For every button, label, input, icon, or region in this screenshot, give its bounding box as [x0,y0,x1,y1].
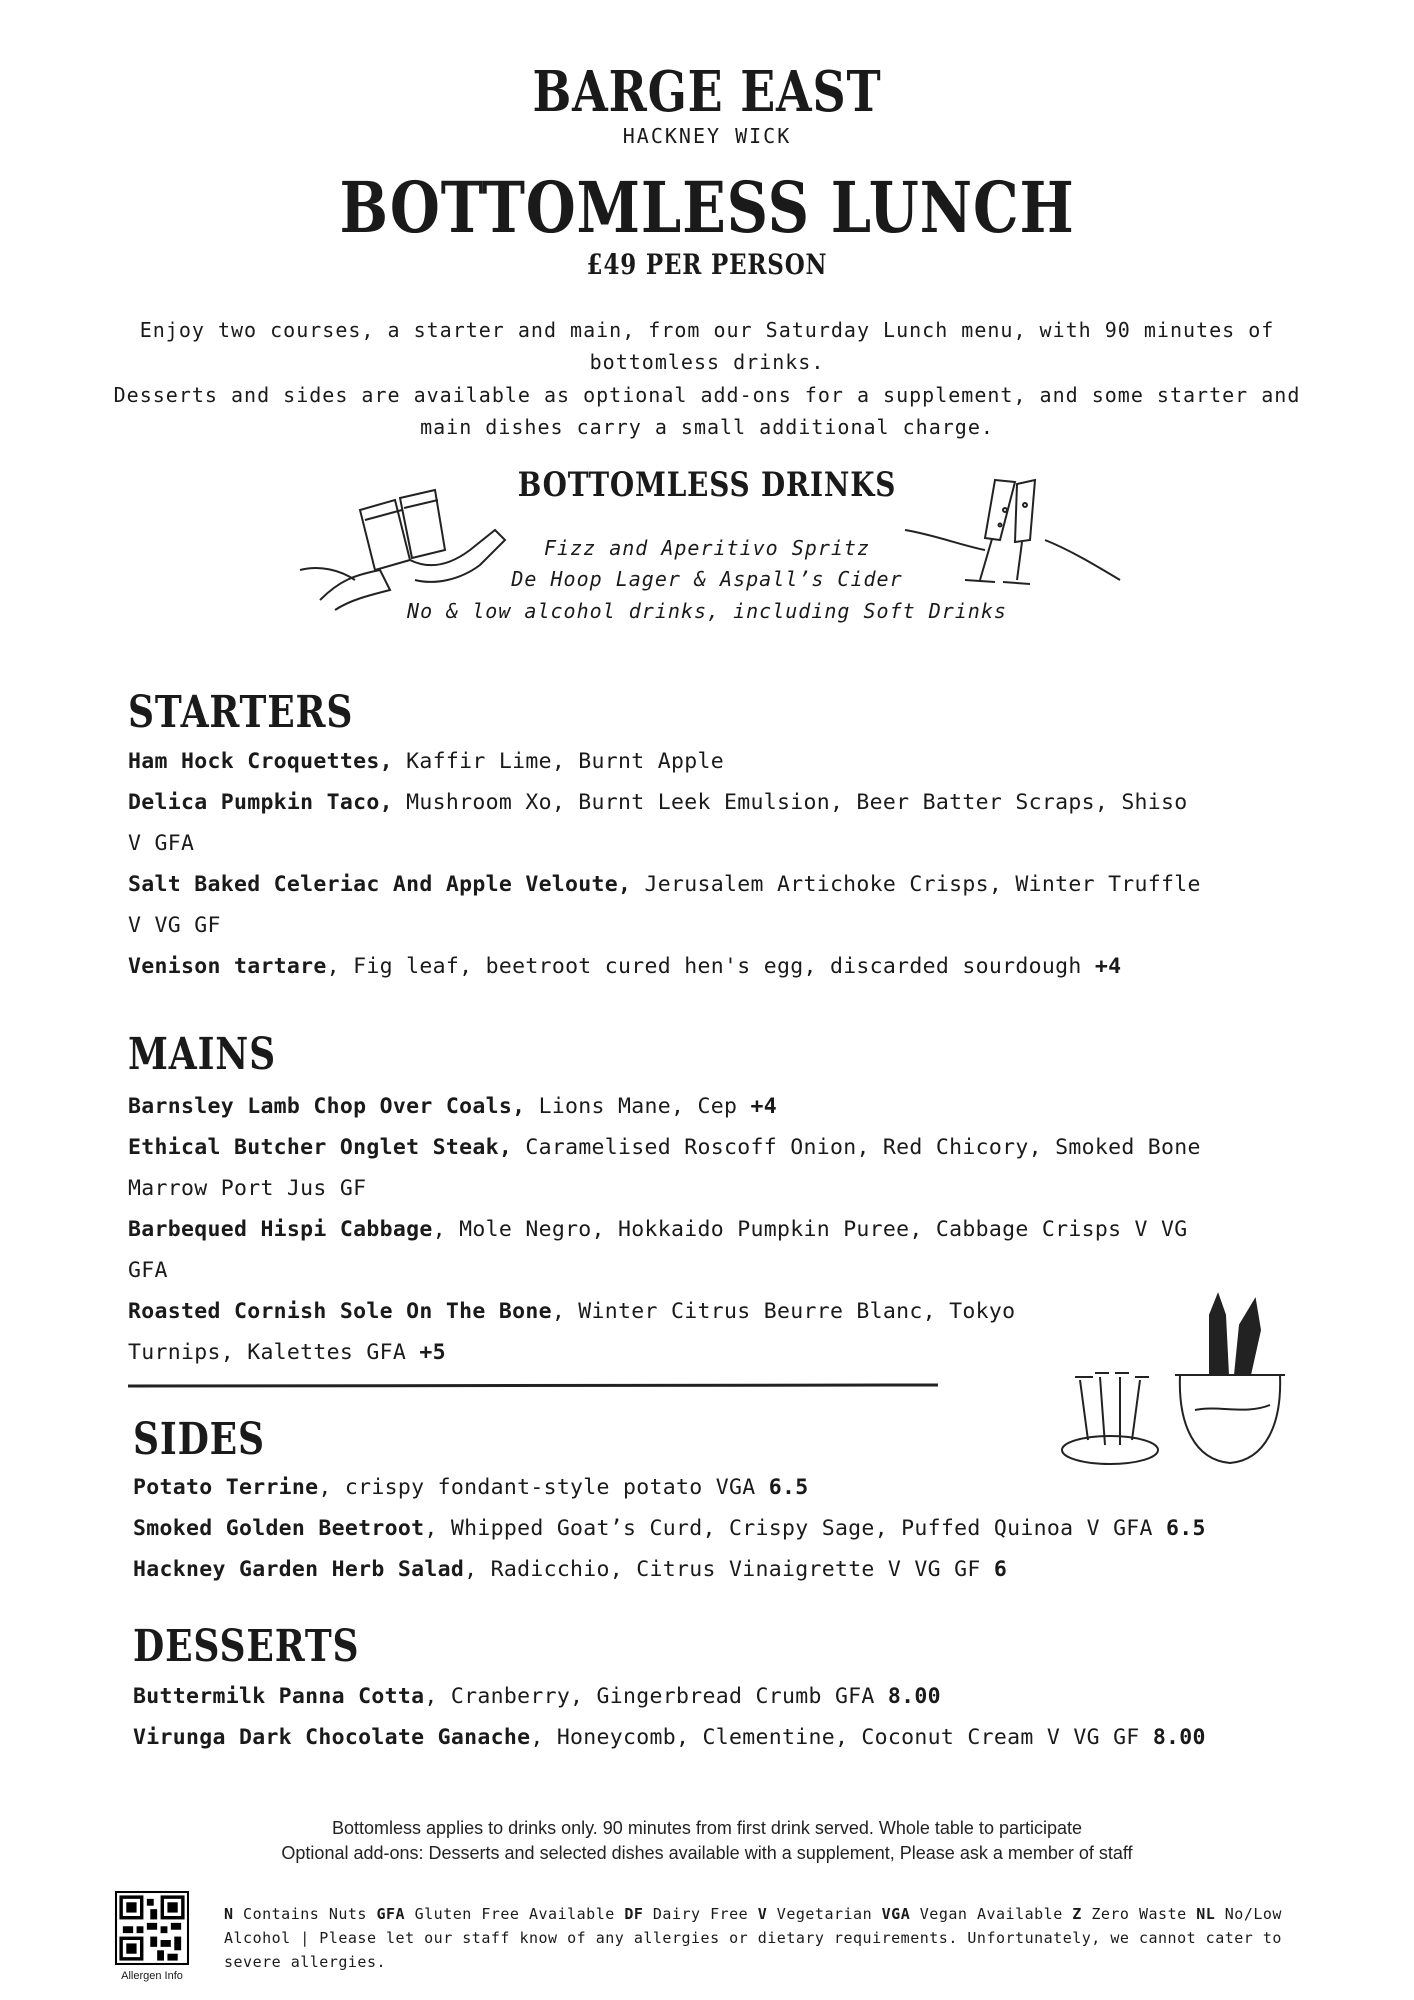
legend-label: Vegetarian [767,1905,882,1923]
legend-label: No/Low Alcohol | Please let our staff know of any allergies or dietary requirements. Unfortunately, we cannot cater to severe allergies. [224,1905,1282,1971]
qr-label: Allergen Info [121,1970,183,1982]
main-item [128,1209,1208,1291]
champagne-bucket-illustration [1060,1285,1300,1475]
dish-supplement: +4 [750,1094,777,1119]
dish-desc: , Fig leaf, beetroot cured hen's egg, discarded sourdough [326,954,1095,979]
intro-text-2: Desserts and sides are available as optional add-ons for a supplement, and some starter and main dishes carry a small additional charge. [113,383,1301,439]
legend-label: Zero Waste [1081,1905,1187,1923]
section-divider [128,1382,938,1390]
drink-item: No & low alcohol drinks, including Soft Drinks [407,599,1007,623]
legend-code: V [757,1905,768,1923]
footer-note-1: Bottomless applies to drinks only. 90 minutes from first drink served. Whole table to participate [332,1818,1082,1838]
sides-heading: SIDES [133,1414,265,1465]
legend-label: Contains Nuts [233,1905,377,1923]
legend-code: N [224,1905,234,1923]
legend-code: Z [1072,1905,1082,1923]
dish-desc: , Mole Negro, Hokkaido Pumpkin Puree, Cabbage Crisps V VG GFA [128,1217,1188,1283]
side-item [133,1467,1343,1508]
dish-name: Potato Terrine [133,1475,319,1500]
dish-name: Hackney Garden Herb Salad [133,1557,465,1582]
menu-price: £49 PER PERSON [586,248,828,281]
dish-desc: , Honeycomb, Clementine, Coconut Cream V VG GF [530,1725,1153,1750]
dish-desc: , Whipped Goat’s Curd, Crispy Sage, Puffed Quinoa V GFA [424,1516,1167,1541]
starter-item [128,864,1208,946]
legend-label: Vegan Available [910,1905,1073,1923]
side-item [133,1508,1393,1549]
dish-name: Barbequed Hispi Cabbage [128,1217,433,1242]
footer-note-2: Optional add-ons: Desserts and selected dishes available with a supplement, Please ask a member of staff [281,1843,1133,1863]
drink-item: Fizz and Aperitivo Spritz [543,536,871,560]
dish-price: 6 [993,1557,1008,1582]
dish-price: 8.00 [887,1684,941,1709]
dietary-legend [224,1902,1304,1974]
legend-code: VGA [881,1905,911,1923]
dish-desc: Mushroom Xo, Burnt Leek Emulsion, Beer Batter Scraps, Shiso V GFA [128,790,1188,856]
dish-name: Buttermilk Panna Cotta [133,1684,425,1709]
qr-code-icon[interactable] [116,1892,188,1964]
legend-label: Dairy Free [643,1905,758,1923]
dish-name: Smoked Golden Beetroot [133,1516,425,1541]
dish-name: Ham Hock Croquettes, [128,749,393,774]
dish-name: Barnsley Lamb Chop Over Coals, [128,1094,526,1119]
dish-desc: Kaffir Lime, Burnt Apple [392,749,724,774]
dish-name: Ethical Butcher Onglet Steak, [128,1135,513,1160]
desserts-heading: DESSERTS [133,1621,360,1672]
dish-name: Virunga Dark Chocolate Ganache [133,1725,531,1750]
venue-name: BARGE EAST [532,59,882,125]
dish-desc: Caramelised Roscoff Onion, Red Chicory, Smoked Bone Marrow Port Jus GF [128,1135,1201,1201]
main-item [128,1127,1208,1209]
legend-code: GFA [376,1905,406,1923]
starter-item [128,946,1338,987]
starters-heading: STARTERS [128,687,354,738]
intro-text-1: Enjoy two courses, a starter and main, from our Saturday Lunch menu, with 90 minutes of bottomless drinks. [139,318,1275,374]
dish-price: 6.5 [1166,1516,1206,1541]
drink-item: De Hoop Lager & Aspall’s Cider [511,567,903,591]
starter-item [128,741,1338,782]
champagne-toast-illustration [905,470,1125,610]
drinks-heading: BOTTOMLESS DRINKS [517,465,897,505]
dish-desc: , Radicchio, Citrus Vinaigrette V VG GF [464,1557,994,1582]
dish-name: Delica Pumpkin Taco, [128,790,393,815]
dish-price: 8.00 [1152,1725,1206,1750]
mains-heading: MAINS [128,1029,276,1080]
main-item [128,1086,1338,1127]
venue-location: HACKNEY WICK [622,124,792,148]
legend-label: Gluten Free Available [405,1905,625,1923]
dish-name: Venison tartare [128,954,327,979]
starter-item [128,782,1208,864]
dish-desc: , Winter Citrus Beurre Blanc, Tokyo Turnips, Kalettes GFA [128,1299,1016,1365]
dessert-item [133,1717,1393,1758]
dish-supplement: +4 [1094,954,1122,979]
dish-desc: Jerusalem Artichoke Crisps, Winter Truffle V VG GF [128,872,1201,938]
beer-toast-illustration [300,470,520,610]
main-item [128,1291,1128,1373]
menu-title: BOTTOMLESS LUNCH [339,166,1075,249]
dish-supplement: +5 [419,1340,446,1365]
dish-name: Roasted Cornish Sole On The Bone [128,1299,552,1324]
side-item [133,1549,1343,1590]
legend-code: NL [1196,1905,1216,1923]
dish-price: 6.5 [768,1475,809,1500]
dish-desc: , Cranberry, Gingerbread Crumb GFA [424,1684,888,1709]
dish-desc: , crispy fondant-style potato VGA [318,1475,769,1500]
dish-name: Salt Baked Celeriac And Apple Veloute, [128,872,632,897]
legend-code: DF [624,1905,644,1923]
dessert-item [133,1676,1343,1717]
dish-desc: Lions Mane, Cep [525,1094,751,1119]
